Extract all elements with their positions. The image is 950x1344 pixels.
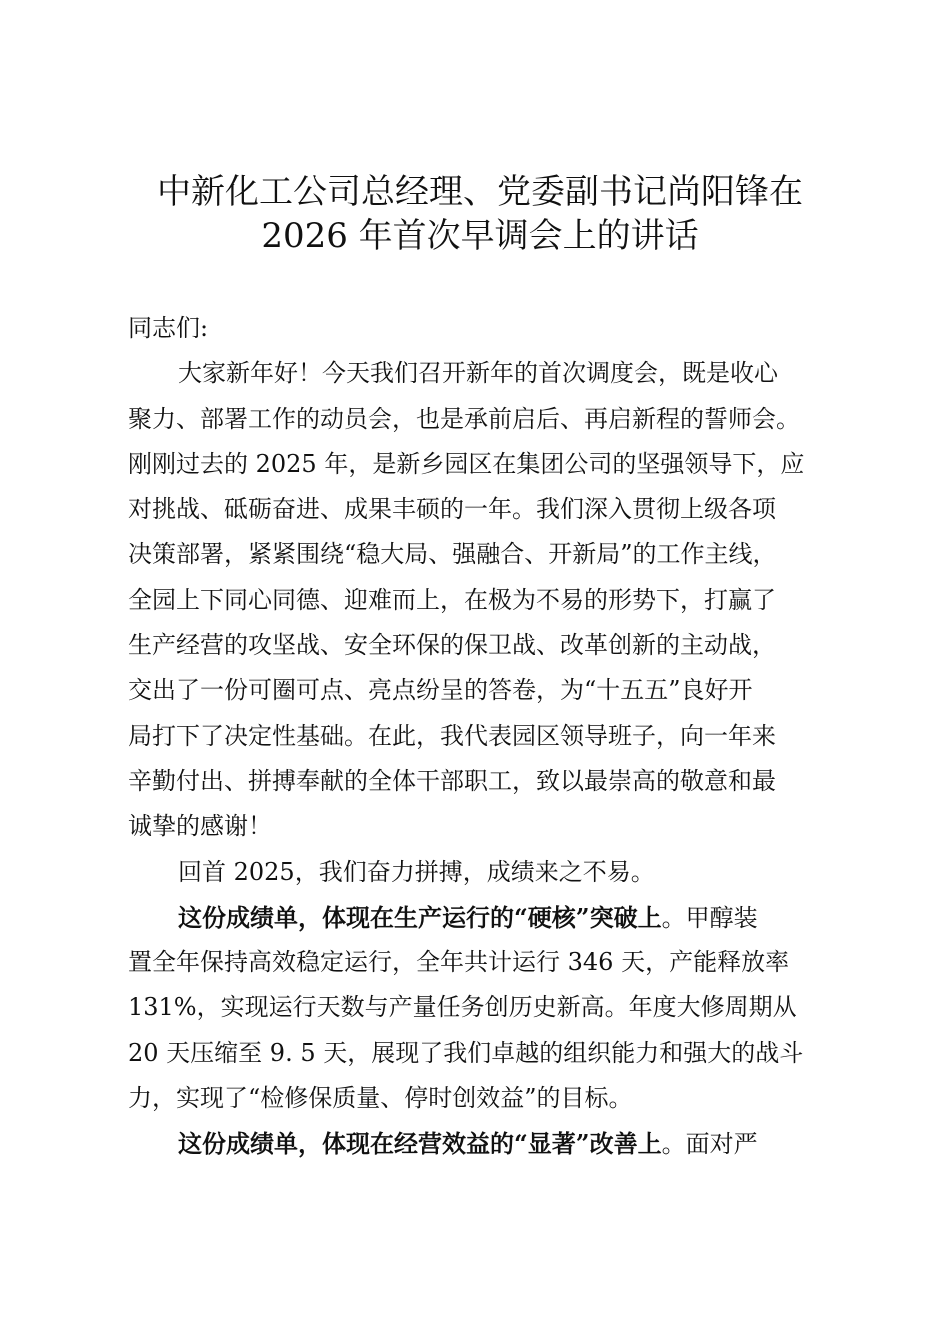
paragraph-line: 决策部署，紧紧围绕“稳大局、强融合、开新局”的工作主线，: [128, 540, 777, 569]
bold-heading: 这份成绩单，体现在经营效益的“显著”改善上: [178, 1129, 662, 1159]
paragraph-line: 大家新年好！今天我们召开新年的首次调度会，既是收心: [178, 359, 778, 388]
paragraph-line: 局打下了决定性基础。在此，我代表园区领导班子，向一年来: [128, 721, 776, 750]
title-line-2: 2026 年首次早调会上的讲话: [261, 216, 699, 256]
paragraph-line: 置全年保持高效稳定运行，全年共计运行 346 天，产能释放率: [128, 948, 790, 977]
lead-rest: 。甲醇装: [661, 903, 758, 932]
paragraph-line: 辛勤付出、拼搏奉献的全体干部职工，致以最崇高的敬意和最: [128, 766, 776, 795]
paragraph-line: 交出了一份可圈可点、亮点纷呈的答卷，为“十五五”良好开: [128, 676, 753, 705]
paragraph-lead-line: [128, 895, 848, 940]
document-body: [128, 306, 848, 1167]
title-line-1: 中新化工公司总经理、党委副书记尚阳锋在: [157, 172, 803, 212]
lead-rest: 。面对严: [661, 1130, 758, 1159]
paragraph-line: 20 天压缩至 9. 5 天，展现了我们卓越的组织能力和强大的战斗: [128, 1038, 804, 1067]
paragraph-line: 刚刚过去的 2025 年，是新乡园区在集团公司的坚强领导下，应: [128, 449, 805, 478]
paragraph-line: 生产经营的攻坚战、安全环保的保卫战、改革创新的主动战，: [128, 631, 776, 660]
paragraph-line: 聚力、部署工作的动员会，也是承前启后、再启新程的誓师会。: [128, 404, 800, 433]
paragraph-line: 全园上下同心同德、迎难而上，在极为不易的形势下，打赢了: [128, 585, 776, 614]
paragraph-line: 131%，实现运行天数与产量任务创历史新高。年度大修周期从: [128, 993, 797, 1022]
bold-heading: 这份成绩单，体现在生产运行的“硬核”突破上: [178, 902, 662, 932]
paragraph-line: 对挑战、砥砺奋进、成果丰硕的一年。我们深入贯彻上级各项: [128, 495, 776, 524]
paragraph-lead-line: [128, 1121, 848, 1166]
paragraph-line: 力，实现了“检修保质量、停时创效益”的目标。: [128, 1084, 633, 1113]
paragraph-line: 诚挚的感谢！: [128, 812, 272, 841]
paragraph-line: 回首 2025，我们奋力拼搏，成绩来之不易。: [178, 857, 655, 886]
document-title: [100, 170, 860, 258]
salutation: 同志们:: [128, 314, 209, 342]
